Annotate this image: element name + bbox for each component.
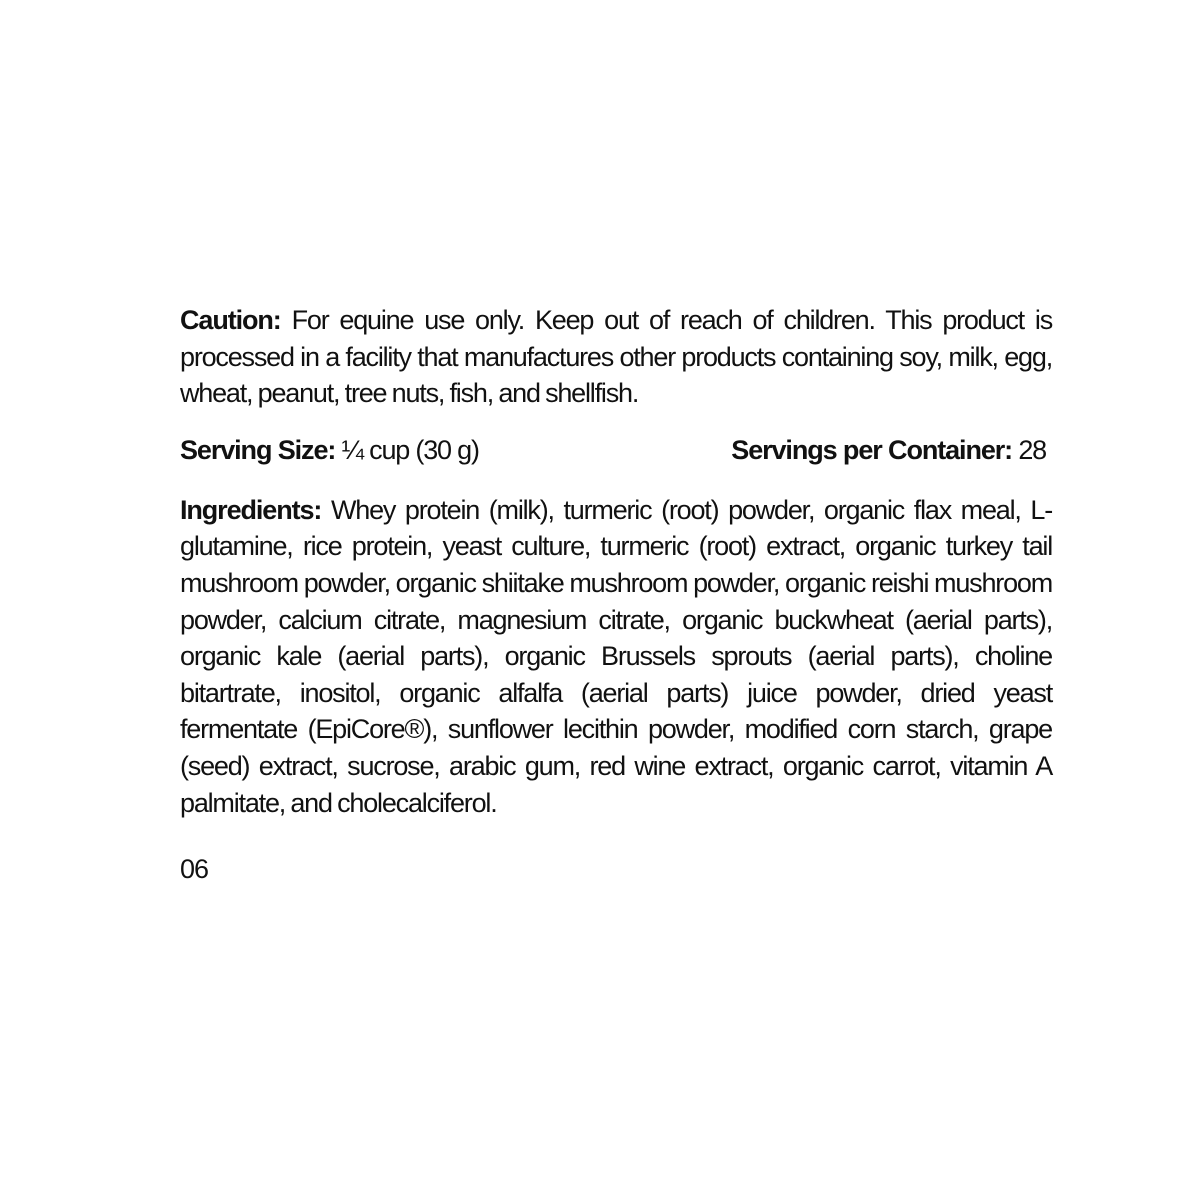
caution-paragraph <box>180 302 1052 412</box>
serving-size-label: Serving Size: <box>180 434 336 465</box>
caution-text: For equine use only. Keep out of reach of children. This product is processed in a facility that manufactures other products containing soy, milk, egg, wheat, peanut, tree nuts, fish, and shellfish. <box>180 305 1052 409</box>
ingredients-paragraph <box>180 492 1052 821</box>
lot-code: 06 <box>180 854 209 885</box>
servings-per-container-label: Servings per Container: <box>731 434 1013 465</box>
product-label-text <box>180 302 1052 887</box>
serving-size <box>180 432 479 468</box>
caution-label: Caution: <box>180 305 281 335</box>
serving-info-row <box>180 432 1046 468</box>
ingredients-label: Ingredients: <box>180 494 322 525</box>
serving-size-value: ¼ cup (30 g) <box>335 434 479 465</box>
servings-per-container-value: 28 <box>1012 434 1046 465</box>
ingredients-text: Whey protein (milk), turmeric (root) powder, organic flax meal, L-glutamine, rice protein, yeast culture, turmeric (root) extract, organic turkey tail mushroom powder, organic shiitake mushroom powder, organic reishi mushroom powder, calcium citrate, magnesium citrate, organic buckwheat (aerial parts), organic kale (aerial parts), organic Brussels sprouts (aerial parts), choline bitartrate, inositol, organic alfalfa (aerial parts) juice powder, dried yeast fermentate (EpiCore®), sunflower lecithin powder, modified corn starch, grape (seed) extract, sucrose, arabic gum, red wine extract, organic carrot, vitamin A palmitate, and cholecalciferol. <box>180 494 1052 818</box>
servings-per-container <box>731 432 1046 468</box>
